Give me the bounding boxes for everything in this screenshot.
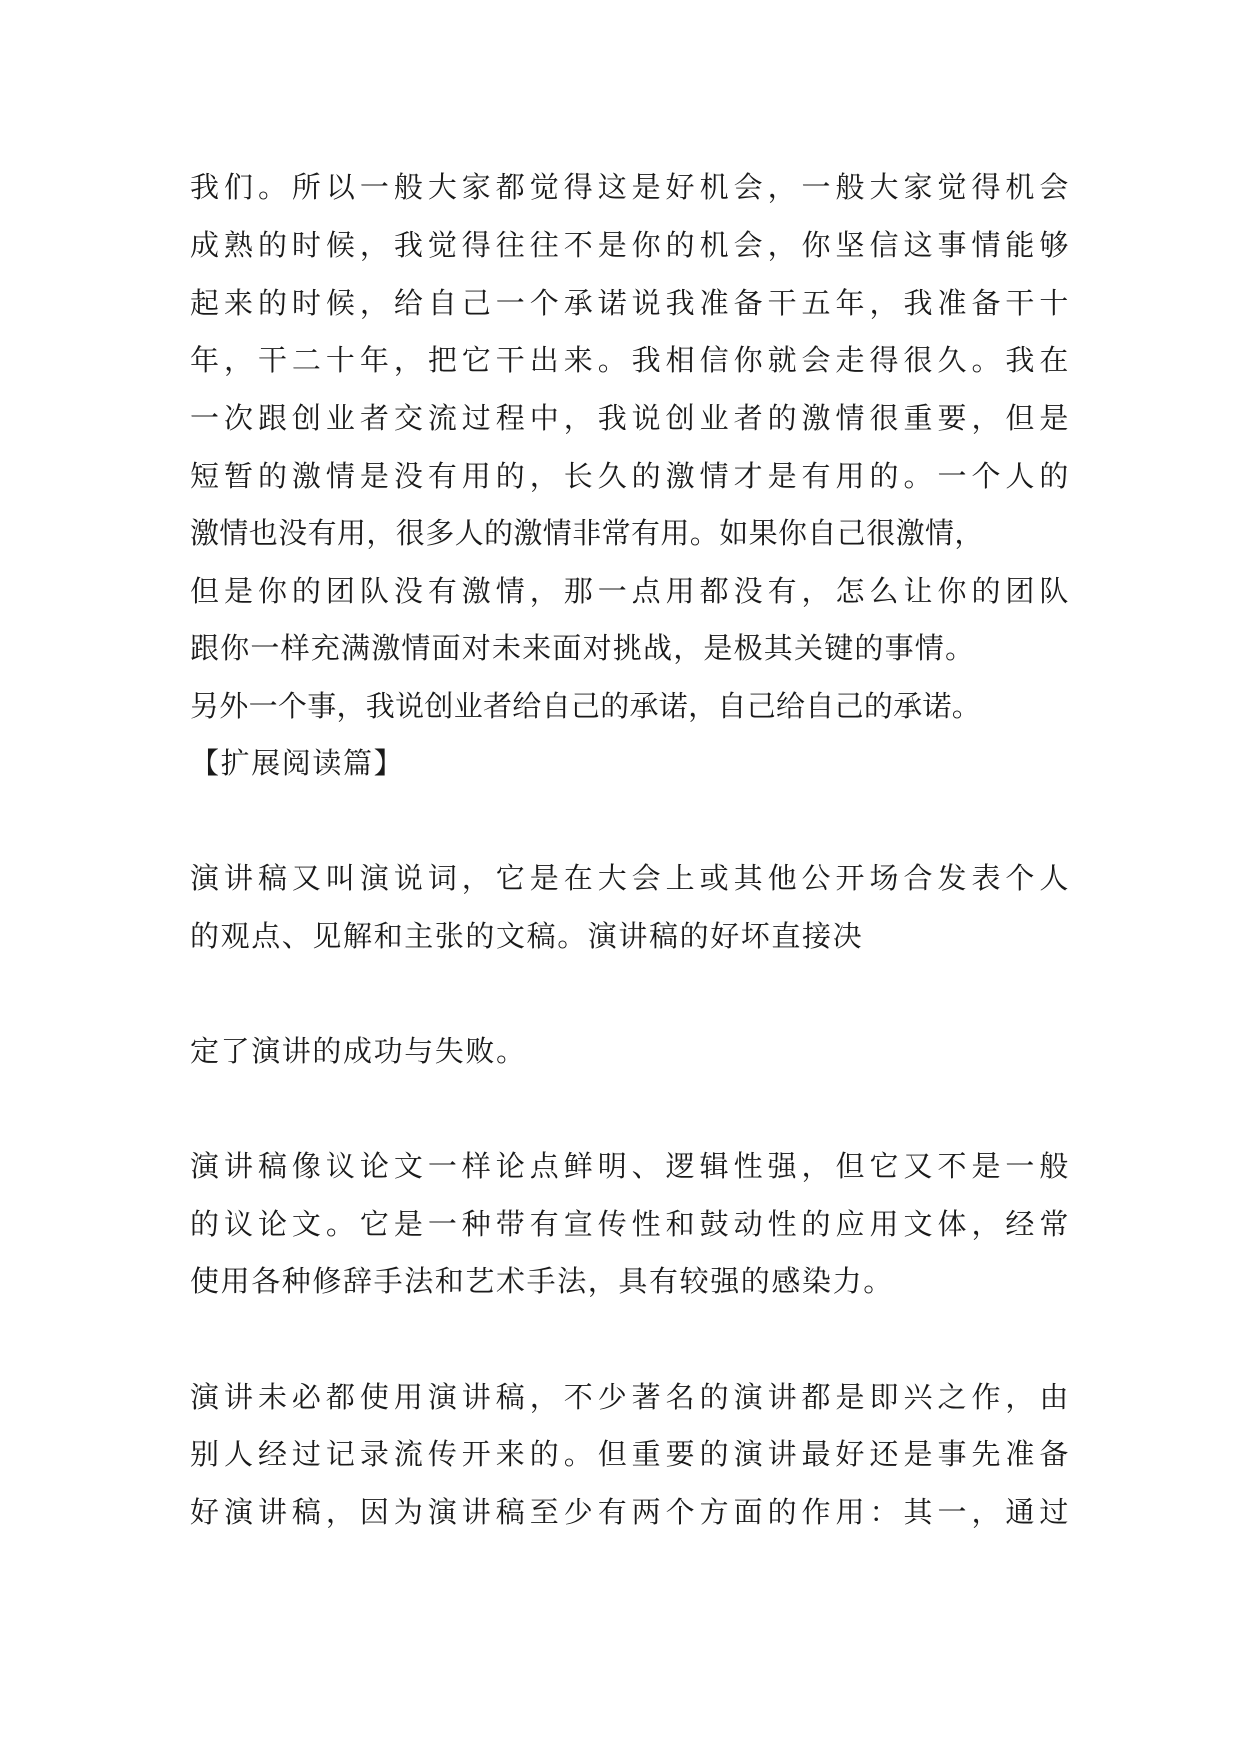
paragraph-line: 短暂的激情是没有用的，长久的激情才是有用的。一个人的 — [190, 459, 1070, 493]
paragraph-line: 的观点、见解和主张的文稿。演讲稿的好坏直接决 — [190, 919, 864, 953]
paragraph-line: 演讲稿又叫演说词，它是在大会上或其他公开场合发表个人 — [190, 861, 1070, 895]
paragraph-line: 年，干二十年，把它干出来。我相信你就会走得很久。我在 — [190, 343, 1070, 377]
paragraph-line: 成熟的时候，我觉得往往不是你的机会，你坚信这事情能够 — [190, 228, 1070, 262]
paragraph-line: 跟你一样充满激情面对未来面对挑战，是极其关键的事情。 — [190, 631, 976, 665]
section-heading: 【扩展阅读篇】 — [190, 746, 405, 780]
paragraph-line: 起来的时候，给自己一个承诺说我准备干五年，我准备干十 — [190, 286, 1070, 320]
paragraph-line: 我们。所以一般大家都觉得这是好机会，一般大家觉得机会 — [190, 170, 1070, 204]
paragraph-line: 但是你的团队没有激情，那一点用都没有，怎么让你的团队 — [190, 574, 1070, 608]
paragraph-line: 定了演讲的成功与失败。 — [190, 1034, 527, 1068]
paragraph-line: 另外一个事，我说创业者给自己的承诺，自己给自己的承诺。 — [190, 689, 982, 723]
paragraph-line: 演讲稿像议论文一样论点鲜明、逻辑性强，但它又不是一般 — [190, 1149, 1070, 1183]
paragraph-line: 的议论文。它是一种带有宣传性和鼓动性的应用文体，经常 — [190, 1207, 1070, 1241]
paragraph-line: 激情也没有用，很多人的激情非常有用。如果你自己很激情， — [190, 516, 984, 550]
paragraph-line: 一次跟创业者交流过程中，我说创业者的激情很重要，但是 — [190, 401, 1070, 435]
paragraph-line: 好演讲稿，因为演讲稿至少有两个方面的作用：其一，通过 — [190, 1495, 1070, 1529]
paragraph-line: 使用各种修辞手法和艺术手法，具有较强的感染力。 — [190, 1264, 894, 1298]
paragraph-line: 演讲未必都使用演讲稿，不少著名的演讲都是即兴之作，由 — [190, 1380, 1070, 1414]
paragraph-line: 别人经过记录流传开来的。但重要的演讲最好还是事先准备 — [190, 1437, 1070, 1471]
